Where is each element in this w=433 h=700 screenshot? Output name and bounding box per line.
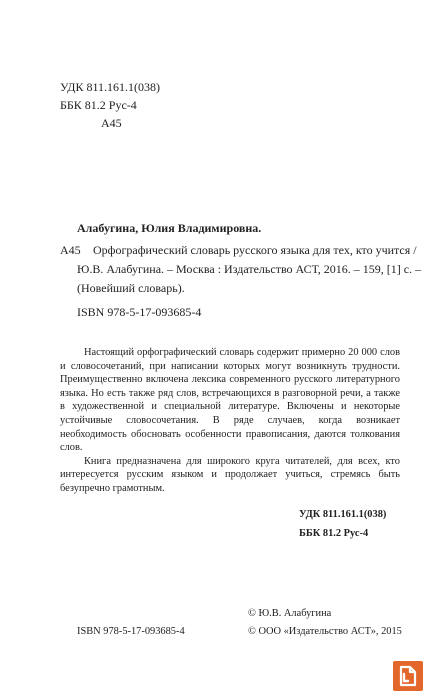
biblio-line-3: (Новейший словарь). <box>77 281 185 295</box>
udk-code-bottom: УДК 811.161.1(038) <box>299 509 387 520</box>
biblio-line-2: Ю.В. Алабугина. – Москва : Издательство АСТ, 2016. – 159, [1] с. – <box>77 262 422 276</box>
annotation-paragraph: Книга предназначена для широкого круга читателей, для всех, кто интересуется русским языком и продолжает учиться, стремясь быть безупречно грамотным. <box>60 455 400 494</box>
copyright-author: © Ю.В. Алабугина <box>248 608 332 619</box>
bbk-code-top: ББК 81.2 Рус-4 <box>60 98 137 112</box>
biblio-line-1: Орфографический словарь русского языка для тех, кто учится / <box>93 243 417 257</box>
document-viewer-icon-glyph <box>393 661 423 691</box>
author-mark: А45 <box>60 243 81 257</box>
author-heading: Алабугина, Юлия Владимировна. <box>77 221 262 235</box>
udk-code-top: УДК 811.161.1(038) <box>60 80 161 94</box>
footer-isbn: ISBN 978-5-17-093685-4 <box>77 626 185 637</box>
annotation-paragraph: Настоящий орфографический словарь содержит примерно 20 000 слов и словосочетаний, при написании которых могут возникнуть трудности. Преимущественно включена лексика современного русского литературного языка. Но есть также ряд слов, встречающихся в разговорной речи, а также в художественной и специальной литературе. Включены и некоторые устойчивые словосочетания. В ряде случаев, когда возникает необходимость обосновать особенности правописания, даются толкования слов. <box>60 347 400 454</box>
copyright-publisher: © ООО «Издательство АСТ», 2015 <box>248 626 402 637</box>
author-mark-top: А45 <box>101 116 122 130</box>
document-viewer-icon[interactable] <box>393 661 423 691</box>
biblio-isbn: ISBN 978-5-17-093685-4 <box>77 305 202 319</box>
bbk-code-bottom: ББК 81.2 Рус-4 <box>299 528 369 539</box>
annotation-block <box>60 346 400 496</box>
